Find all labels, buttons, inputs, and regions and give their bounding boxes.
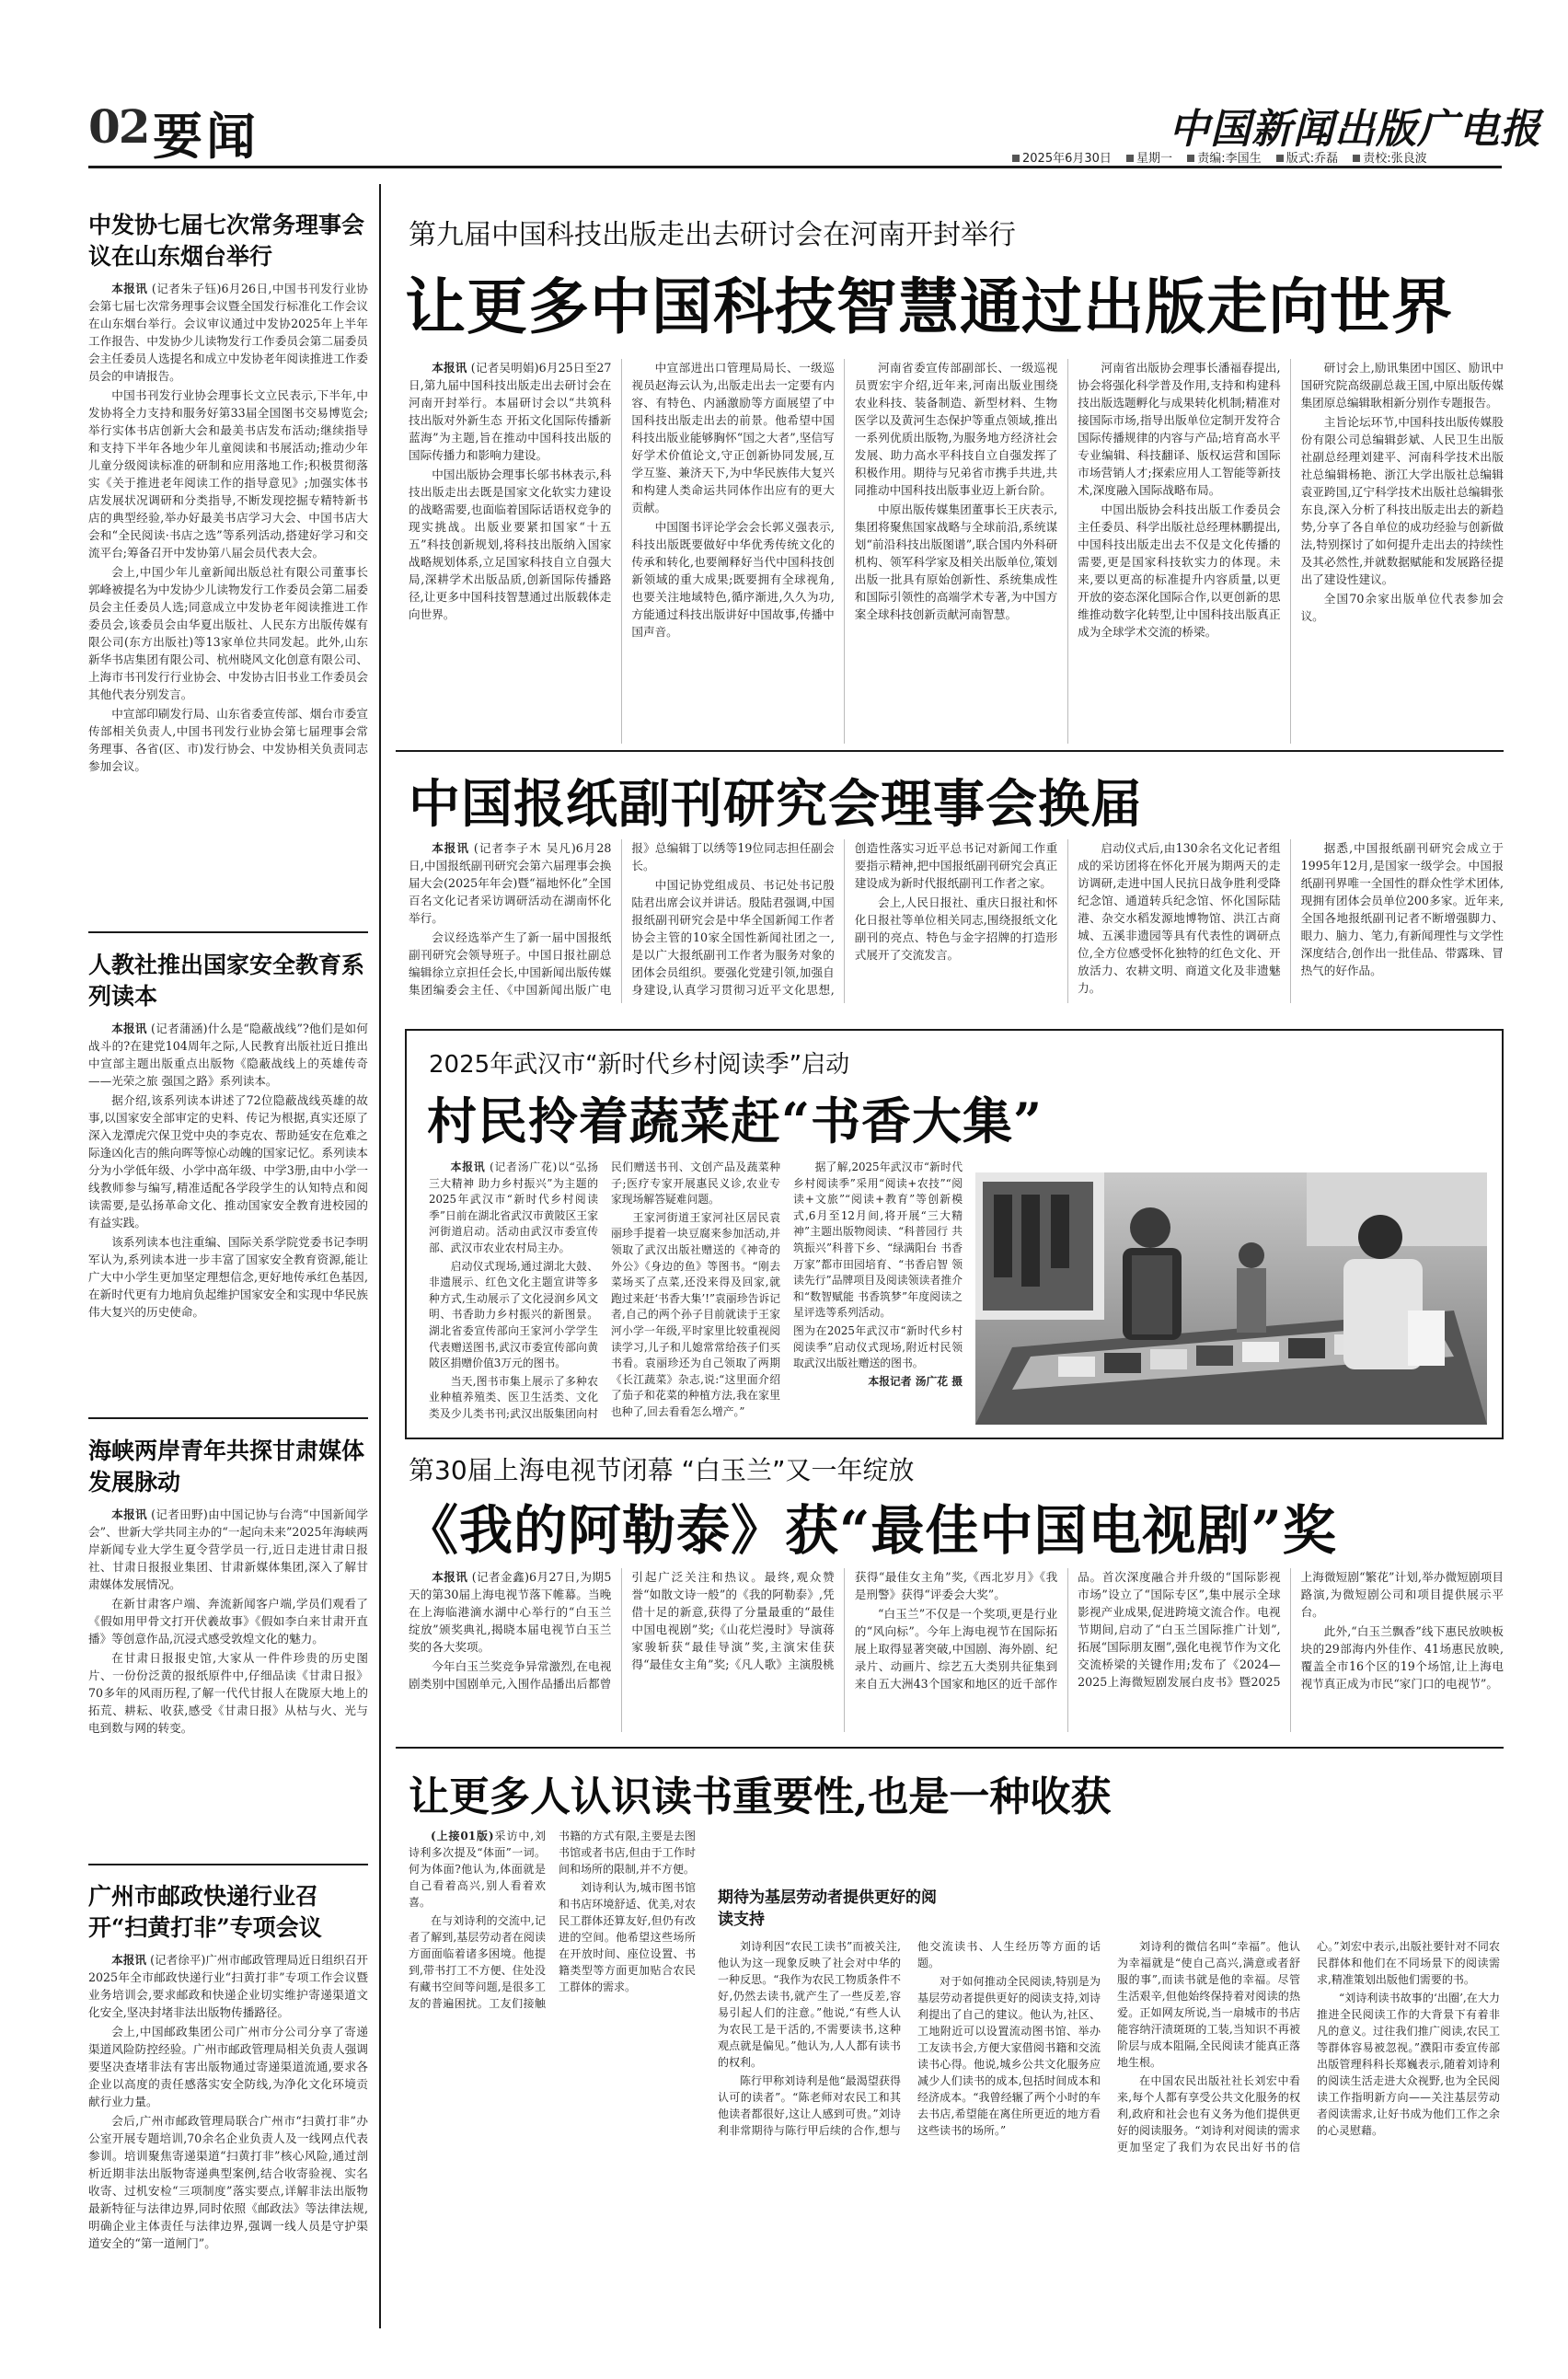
paragraph: 6月26日,中国书刊发行业协会第七届七次常务理事会议暨全国发行标准化工作会议在山东烟台举行。会议审议通过中发协2025年上半年工作报告、中发协少儿读物发行工作委员会第二届委员会主任委员人选提名和成立中发协老年阅读推进工作委员会的申请报告。 (88, 282, 368, 383)
designer: 版式:乔磊 (1286, 152, 1339, 166)
story1-body (409, 359, 1504, 744)
paragraph: 广州市邮政管理局近日组织召开2025年全市邮政快递行业“扫黄打非”专项工作会议暨业务培训会,要求邮政和快递企业切实维护寄递渠道文化安全,坚决封堵非法出版物传播路径。 (88, 1953, 368, 2019)
section-name: 要闻 (153, 107, 259, 166)
paragraph: 主旨论坛环节,中国科技出版传媒股份有限公司总编辑彭斌、人民卫生出版社副总经理刘建平、河南科学技术出版社总编辑杨艳、浙江大学出版社总编辑袁亚跨国,辽宁科学技术出版社总编辑张东良,深入分析了科技出版走出去的新趋势,分享了各自单位的成功经验与创新做法,特别探讨了如何提升走出去的持续性及其必然性,并就数据赋能和发展路径提出了建设性建议。 (1300, 415, 1504, 586)
lead-label: 本报讯 (432, 841, 469, 855)
lead-label: 本报讯 (111, 1022, 147, 1035)
paragraph: 采访中,刘诗利多次提及“体面”一词。何为体面?他认为,体面就是自己看着高兴,别人看着欢喜。 (409, 1830, 546, 1909)
paragraph: 河南省委宣传部副部长、一级巡视员贾宏宇介绍,近年来,河南出版业围绕农业科技、装备制造、新型材料、生物医学以及黄河生态保护等重点领域,推出一系列优质出版物,为服务地方经济社会发展、助力高水平科技自立自强发挥了积极作用。期待与兄弟省市携手共进,共同推动中国科技出版事业迈上新台阶。 (854, 361, 1058, 497)
paragraph: 启动仪式现场,通过湖北大鼓、非遗展示、红色文化主题宣讲等多种方式,生动展示了文化浸润乡风文明、书香助力乡村振兴的新图景。湖北省委宣传部向王家河小学学生代表赠送图书,武汉市委宣传部向黄陂区捐赠价值3万元的图书。 (429, 1259, 598, 1370)
paragraph: 刘诗利的微信名叫“幸福”。他认为幸福就是“使自己高兴,满意或者舒服的事”,而读书就是他的幸福。尽管生活艰辛,但他始终保持着对阅读的热爱。正如网友所说,当一扇城市的书店能容纳汗渍斑斑的工装,当知识不再被阶层与成本阻隔,全民阅读才能真正落地生根。 (1117, 1940, 1300, 2069)
sidebar-story1-title: 中发协七届七次常务理事会议在山东烟台举行 (88, 212, 365, 270)
lead-label: 本报讯 (111, 1953, 147, 1967)
paragraph: 据悉,中国报纸副刊研究会成立于1995年12月,是国家一级学会。中国报纸副刊界唯一全国性的群众性学术团体,现拥有团体会员单位200多家。近年来,全国各地报纸副刊记者不断增强脚力、眼力、脑力、笔力,有新闻理性与文学性深度结合,创作出一批佳品、带露珠、冒热气的好作品。 (1300, 841, 1504, 977)
paragraph: 对于如何推动全民阅读,特别是为基层劳动者提供更好的阅读支持,刘诗利提出了自己的建议。他认为,社区、工地附近可以设置流动图书馆、举办工友读书会,方便大家借阅书籍和交流读书心得。他说,城乡公共文化服务应减少人们读书的成本,包括时间成本和经济成本。“我曾经辗了两个小时的车去书店,希望能在离住所更近的地方看这些读书的场所。” (917, 1975, 1101, 2137)
paragraph: 此外,“白玉兰飘香”线下惠民放映板块的29部海内外佳作、41场惠民放映,覆盖全市16个区的19个场馆,让上海电视节真正成为市民“家门口的电视节”。 (1300, 1624, 1504, 1691)
story1-headline: 让更多中国科技智慧通过出版走向世界 (405, 271, 1453, 342)
paragraph: 会议经选举产生了新一届中国报纸副刊研究会领导班子。中国日报社副总编辑徐立京担任会长,中国新闻出版传媒集团编委会主任、《中国新闻出版广电报》总编辑丁以绣等19位同志担任副会长。 (409, 841, 835, 997)
weekday: 星期一 (1136, 152, 1173, 166)
lead-label: 本报讯 (432, 1570, 468, 1584)
paragraph: 会上,中国少年儿童新闻出版总社有限公司董事长郭峰被提名为中发协少儿读物发行工作委员会第二届委员会主任委员人选;同意成立中发协老年阅读推进工作委员会,该委员会由华夏出版社、人民东方出版传媒有限公司(东方出版社)等13家单位共同发起。此外,山东新华书店集团有限公司、杭州晓风文化创意有限公司、上海市书刊发行行业协会、中发协古旧书业工作委员会其他代表分别发言。 (88, 565, 368, 701)
paragraph: 该系列读本也注重编、国际关系学院党委书记李明军认为,系列读本进一步丰富了国家安全教育资源,能让广大中小学生更加坚定理想信念,更好地传承红色基因,在新时代更有力地肩负起维护国家安全和实现中华民族伟大复兴的历史使命。 (88, 1235, 368, 1319)
paragraph: 会上,人民日报社、重庆日报社和怀化日报社等单位相关同志,围绕报纸文化副刊的亮点、特色与金字招牌的打造形式展开了交流发言。 (854, 895, 1058, 962)
paragraph: 据了解,2025年武汉市“新时代乡村阅读季”采用“阅读+农技”“阅读+文旅”“阅读+教育”等创新模式,6月至12月间,将开展“三大精神”主题出版物阅读、“科普园行 共筑振兴”科普下乡、“绿满阳台 书香万家”都市田园培育、“书香启智 领读先行”品牌项目及阅读领读者推介和“数智赋能 书香筑梦”年度阅读之星评选等系列活动。 (793, 1161, 963, 1320)
sidebar-story4-title: 广州市邮政快递行业召开“扫黄打非”专项会议 (88, 1883, 322, 1941)
reporter: (记者汤广花) (490, 1161, 558, 1173)
paragraph: 什么是“隐蔽战线”?他们是如何战斗的?在建党104周年之际,人民教育出版社近日推出中宣部主题出版重点出版物《隐蔽战线上的英雄传奇——光荣之旅 强国之路》系列读本。 (88, 1022, 368, 1088)
lead-label: 本报讯 (111, 282, 148, 295)
paragraph: 6月25日至27日,第九届中国科技出版走出去研讨会在河南开封举行。本届研讨会以“共筑科技出版对外新生态 开拓文化国际传播新蓝海”为主题,旨在推动中国科技出版的国际传播力和影响力建设。 (409, 361, 612, 462)
paragraph: “白玉兰”不仅是一个奖项,更是行业的“风向标”。今年上海电视节在国际拓展上取得显著突破,中国剧、海外剧、纪录片、动画片、综艺五大类别共征集到来自五大洲43个国家和地区的近千部作品。首次深度融合并升级的“国际影视市场”设立了“国际专区”,集中展示全球影视产业成果,促进跨境文流合作。电视节期间,启动了“白玉兰国际推广计划”,拓展“国际朋友圈”,强化电视节作为文化交流桥梁的关键作用;发布了《2024—2025上海微短剧发展白皮书》暨2025上海微短剧“繁花”计划,举办微短剧项目路演,为微短剧公司和项目提供展示平台。 (854, 1570, 1504, 1691)
story5-headline: 让更多人认识读书重要性,也是一种收获 (409, 1773, 1112, 1820)
paragraph: 研讨会上,励讯集团中国区、励讯中国研究院高级副总裁王国,中原出版传媒集团原总编辑耿相新分别作专题报告。 (1300, 361, 1504, 410)
reporter: (记者田野) (151, 1507, 208, 1521)
story4-kicker: 第30届上海电视节闭幕 “白玉兰”又一年绽放 (409, 1455, 915, 1485)
story1-kicker: 第九届中国科技出版走出去研讨会在河南开封举行 (409, 219, 1016, 251)
paragraph: 刘诗利因“农民工读书”而被关注,他认为这一现象反映了社会对中华的一种反思。“我作为农民工物质条件不好,仍然去读书,就产生了一些反差,容易引起人们的注意。”他说,“有些人认为农民工是干活的,不需要读书,这种观点就是偏见。”他认为,人人都有读书的权利。 (718, 1940, 901, 2069)
paragraph: 今年白玉兰奖竞争异常激烈,在电视剧类别中国剧单元,入围作品播出后都曾引起广泛关注和热议。最终,观众赞誉“如散文诗一般”的《我的阿勒泰》,凭借十足的新意,获得了分量最重的“最佳中国电视剧”奖;《山花烂漫时》导演蒋家骏斩获“最佳导演”奖,主演宋佳获得“最佳女主角”奖;《凡人歌》主演殷桃获得“最佳女主角”奖,《西北岁月》《我是刑警》获得“评委会大奖”。 (409, 1570, 1058, 1691)
sidebar-story3-title: 海峡两岸青年共探甘肃媒体发展脉动 (88, 1438, 365, 1496)
sidebar-story2-title: 人教社推出国家安全教育系列读本 (88, 952, 365, 1010)
reporter: (记者蒲涵) (151, 1022, 208, 1035)
paragraph: 河南省出版协会理事长潘福春提出,协会将强化科学普及作用,支持和构建科技出版选题孵化与成果转化机制;精准对接国际市场,指导出版单位定制开发符合国际传播规律的内容与产品;培育高水平专业编辑、科技翻译、版权运营和国际市场营销人才;探索应用人工智能等新技术,深度融入国际战略布局。 (1078, 361, 1281, 497)
photo-credit: 本报记者 汤广花 摄 (868, 1374, 963, 1388)
masthead-meta (1012, 148, 1427, 166)
paragraph: 6月27日,为期5天的第30届上海电视节落下帷幕。当晚在上海临港滴水湖中心举行的“白玉兰绽放”颁奖典礼,揭晓本届电视节白玉兰奖的各大奖项。 (409, 1570, 612, 1654)
paragraph: 在中国农民出版社社长刘宏中看来,每个人都有享受公共文化服务的权利,政府和社会也有义务为他们提供更好的阅读服务。“刘诗利对阅读的需求更加坚定了我们为农民出好书的信心。”刘宏中表示,出版社要针对不同农民群体和他们在不同场景下的阅读需求,精准策划出版他们需要的书。 (1117, 1940, 1500, 2154)
story3-headline: 村民拎着蔬菜赶“书香大集” (427, 1091, 1043, 1150)
sidebar-divider (379, 184, 381, 2328)
paragraph: 由中国记协与台湾“中国新闻学会”、世新大学共同主办的“一起向未来”2025年海峡两岸新闻专业大学生夏令营学员一行,近日走进甘肃日报社、甘肃日报报业集团、甘肃新媒体集团,深入了解甘肃媒体发展情况。 (88, 1507, 368, 1591)
paragraph: 全国70余家出版单位代表参加会议。 (1300, 592, 1504, 623)
section-rule (396, 1747, 1504, 1749)
story2-body (409, 839, 1504, 1003)
paragraph: 中国记协党组成员、书记处书记殷陆君出席会议并讲话。殷陆君强调,中国报纸副刊研究会是中华全国新闻工作者协会主管的10家全国性新闻社团之一,是以广大报纸副刊工作者为服务对象的团体会员组织。要强化党建引领,加强自身建设,认真学习贯彻习近平文化思想,创造性落实习近平总书记对新闻工作重要指示精神,把中国报纸副刊研究会真正建设成为新时代报纸副刊工作者之家。 (631, 841, 1058, 997)
reporter: (记者金鑫) (471, 1570, 530, 1584)
paragraph: 6月28日,中国报纸副刊研究会第六届理事会换届大会(2025年年会)暨“福地怀化”全国百名文化记者采访调研活动在湖南怀化举行。 (409, 841, 612, 925)
paragraph: 以“弘扬三大精神 助力乡村振兴”为主题的2025年武汉市“新时代乡村阅读季”日前在湖北省武汉市黄陂区王家河街道启动。活动由武汉市委宣传部、武汉市农业农村局主办。 (429, 1161, 598, 1254)
paragraph: 在新甘肃客户端、奔流新闻客户端,学员们观看了《假如用甲骨文打开伏羲故事》《假如李白来甘肃开直播》等创意作品,沉浸式感受敦煌文化的魅力。 (88, 1597, 368, 1646)
lead-label: 本报讯 (432, 361, 467, 375)
paragraph: 中宣部进出口管理局局长、一级巡视员赵海云认为,出版走出去一定要有内容、有特色、内涵激励等方面展望了中国科技出版走出去的前景。他希望中国科技出版业能够胸怀“国之大者”,坚信写好学术价值论文,守正创新协同发展,互学互鉴、兼济天下,为中华民族伟大复兴和构建人类命运共同体作出应有的更大贡献。 (631, 361, 835, 514)
lead-label: 本报讯 (111, 1507, 147, 1521)
paragraph: 陈行甲称刘诗利是他“最渴望获得认可的读者”。“陈老师对农民工和其他读者都很好,这让人感到可贵。”刘诗利非常期待与陈行甲后续的合作,想与他交流读书、人生经历等方面的话题。 (718, 1940, 1101, 2137)
issue-date: 2025年6月30日 (1022, 152, 1112, 166)
reporter: (记者朱子钰) (151, 282, 222, 295)
sidebar-story4-body (88, 1951, 368, 2328)
reporter: (记者李子木 吴凡) (473, 841, 576, 855)
paragraph: 中国图书评论学会会长郭义强表示,科技出版既要做好中华优秀传统文化的传承和转化,也要阐释好当代中国科技创新领域的重大成果;既要拥有全球视角,也要关注地域特色,循序渐进,久久为功,方能通过科技出版讲好中国故事,传播中国声音。 (631, 520, 835, 639)
sidebar-rule (88, 1864, 368, 1865)
paragraph: 在甘肃日报报史馆,大家从一件件珍贵的历史图片、一份份泛黄的报纸原件中,仔细品读《甘肃日报》70多年的风雨历程,了解一代代甘报人在陇原大地上的拓荒、耕耘、收获,感受《甘肃日报》从枯与火、光与电到数与网的转变。 (88, 1651, 368, 1735)
sidebar-rule (88, 931, 368, 933)
sidebar-story1-body (88, 280, 368, 878)
reading-fair-photo (975, 1172, 1487, 1425)
story4-headline: 《我的阿勒泰》获“最佳中国电视剧”奖 (405, 1499, 1337, 1562)
section-rule (396, 750, 1504, 752)
story5-subhead: 期待为基层劳动者提供更好的阅读支持 (718, 1888, 937, 1929)
editor: 责编:李国生 (1197, 152, 1262, 166)
photo-caption: 图为在2025年武汉市“新时代乡村阅读季”启动仪式现场,附近村民领取武汉出版社赠送的图书。 (793, 1323, 963, 1370)
reporter: (记者吴明娟) (470, 361, 539, 375)
reporter: (记者徐平) (150, 1953, 206, 1967)
paragraph: 刘诗利认为,城市图书馆和书店环境舒适、优美,对农民工群体还算友好,但仍有改进的空间。他希望这些场所在开放时间、座位设置、书籍类型等方面更加贴合农民工群体的需求。 (559, 1881, 696, 1993)
paragraph: 中国书刊发行业协会理事长文立民表示,下半年,中发协将全力支持和服务好第33届全国图书交易博览会;举行实体书店创新大会和最美书店发布活动;继续指导和支持下半年各地少年儿童阅读和书展活动;推动少年儿童分级阅读标准的研制和应用落地工作;积极贯彻落实《关于推进老年阅读工作的指导意见》;加强实体书店发展状况调研和分类指导,不断发现挖掘专精特新书店的典型经验,举办好最美书店学习大会、中国书店大会和“全民阅读·书店之选”等系列活动,搭建好学习和交流平台;筹备召开中发协第八届会员代表大会。 (88, 388, 368, 560)
paragraph: 中国出版协会科技出版工作委员会主任委员、科学出版社总经理林鹏提出,中国科技出版走出去不仅是文化传播的需要,更是国家科技软实力的体现。未来,要以更高的标准提升内容质量,以更开放的姿态深化国际合作,以更创新的思维推动数字化转型,让中国科技出版真正成为全球学术交流的桥梁。 (1078, 502, 1281, 639)
story2-headline: 中国报纸副刊研究会理事会换届 (409, 774, 1143, 835)
paragraph: 在与刘诗利的交流中,记者了解到,基层劳动者在阅读方面面临着诸多困境。他提到,带书打工不方便、住处没有藏书空间等问题,是很多工友的普遍困扰。工友们接触书籍的方式有限,主要是去图书馆或者书店,但由于工作时间和场所的限制,并不方便。 (409, 1830, 696, 2010)
proofreader: 责校:张良波 (1363, 152, 1427, 166)
paragraph: 据介绍,该系列读本讲述了72位隐蔽战线英雄的故事,以国家安全部审定的史料、传记为根据,真实还原了深入龙潭虎穴保卫党中央的李克农、帮助延安在危难之际逢凶化吉的熊向晖等惊心动魄的国家记忆。系列读本分为小学低年级、小学中高年级、中学3册,由中小学一线教师参与编写,精准适配各学段学生的认知特点和阅读需要,是弘扬革命文化、推动国家安全教育进校园的有益实践。 (88, 1093, 368, 1230)
paragraph: 会后,广州市邮政管理局联合广州市“扫黄打非”办公室开展专题培训,70余名企业负责人及一线网点代表参训。培训聚焦寄递渠道“扫黄打非”核心风险,通过剖析近期非法出版物寄递典型案例,结合收寄验视、实名收寄、过机安检“三项制度”落实要点,详解非法出版物最新特征与法律边界,同时依照《邮政法》等法律法规,明确企业主体责任与法律边界,强调一线人员是守护渠道安全的“第一道闸门”。 (88, 2114, 368, 2250)
page-number: 02 (88, 99, 149, 154)
paragraph: 启动仪式后,由130余名文化记者组成的采访团将在怀化开展为期两天的走访调研,走进中国人民抗日战争胜利受降纪念馆、通道转兵纪念馆、怀化国际陆港、杂交水稻发源地博物馆、洪江古商城、五溪非遗园等具有代表性的调研点位,全方位感受怀化独特的红色文化、开放活力、农耕文明、商道文化及非遗魅力。 (1078, 841, 1281, 995)
story3-body (429, 1160, 963, 1423)
sidebar-story3-body (88, 1506, 368, 1859)
story4-body (409, 1568, 1504, 1732)
paragraph: 中宣部印刷发行局、山东省委宣传部、烟台市委宣传部相关负责人,中国书刊发行业协会第七届理事会常务理事、各省(区、市)发行协会、中发协相关负责同志参加会议。 (88, 707, 368, 773)
masthead-rule (88, 166, 1502, 168)
lead-label: (上接01版) (431, 1830, 494, 1842)
paragraph: “刘诗利读书故事的‘出圈’,在大力推进全民阅读工作的大背景下有着非凡的意义。过往我们推广阅读,农民工等群体容易被忽视。”濮阳市委宣传部出版管理科科长郑巍表示,随着刘诗利的阅读生活走进大众视野,也为全民阅读工作指明新方向——关注基层劳动者阅读需求,让好书成为他们工作之余的心灵慰藉。 (1317, 1992, 1500, 2137)
lead-label: 本报讯 (450, 1161, 486, 1173)
story3-kicker: 2025年武汉市“新时代乡村阅读季”启动 (429, 1051, 850, 1079)
story5-body-right (718, 1938, 1500, 2334)
paragraph: 中原出版传媒集团董事长王庆表示,集团将聚焦国家战略与全球前沿,系统谋划“前沿科技出版图谱”,联合国内外科研机构、领军科学家及相关出版单位,策划出版一批具有原始创新性、系统集成性和国际引领性的高端学术专著,为中国方案全球科技创新贡献河南智慧。 (854, 502, 1058, 621)
sidebar-story2-body (88, 1020, 368, 1412)
paragraph: 当天,图书市集上展示了多种农业种植养殖类、医卫生活类、文化类及少儿类书刊;武汉出版集团向村民们赠送书刊、文创产品及蔬菜种子;医疗专家开展惠民义诊,农业专家现场解答疑难问题。 (429, 1161, 780, 1420)
paragraph: 中国出版协会理事长邬书林表示,科技出版走出去既是国家文化软实力建设的战略需要,也面临着国际话语权竞争的现实挑战。出版业要紧扣国家“十五五”科技创新规划,将科技出版纳入国家战略规划体系,立足国家科技自立自强大局,深耕学术出版品质,创新国际传播路径,让更多中国科技智慧通过出版载体走向世界。 (409, 468, 612, 621)
sidebar-rule (88, 1417, 368, 1419)
paper-logo: 中国新闻出版广电报 (1169, 106, 1541, 153)
story5-body-left (409, 1828, 696, 2334)
paragraph: 会上,中国邮政集团公司广州市分公司分享了寄递渠道风险防控经验。广州市邮政管理局相关负责人强调要坚决查堵非法有害出版物通过寄递渠道流通,要求各企业以高度的责任感落实安全防线,为净化文化环境贡献行业力量。 (88, 2025, 368, 2108)
paragraph: 王家河街道王家河社区居民袁丽珍手提着一块豆腐来参加活动,并领取了武汉出版社赠送的《神奇的外公》《身边的鱼》等图书。“刚去菜场买了点菜,还没来得及回家,就跑过来赶‘书香大集’!”袁丽珍告诉记者,自己的两个孙子目前就读于王家河小学一年级,平时家里比较重视阅读学习,儿子和儿媳常常给孩子们买书看。袁丽珍还为自己领取了两期《长江蔬菜》杂志,说:“这里面介绍了茄子和花菜的种植方法,我在家里也种了,回去看看怎么增产。” (611, 1210, 780, 1418)
